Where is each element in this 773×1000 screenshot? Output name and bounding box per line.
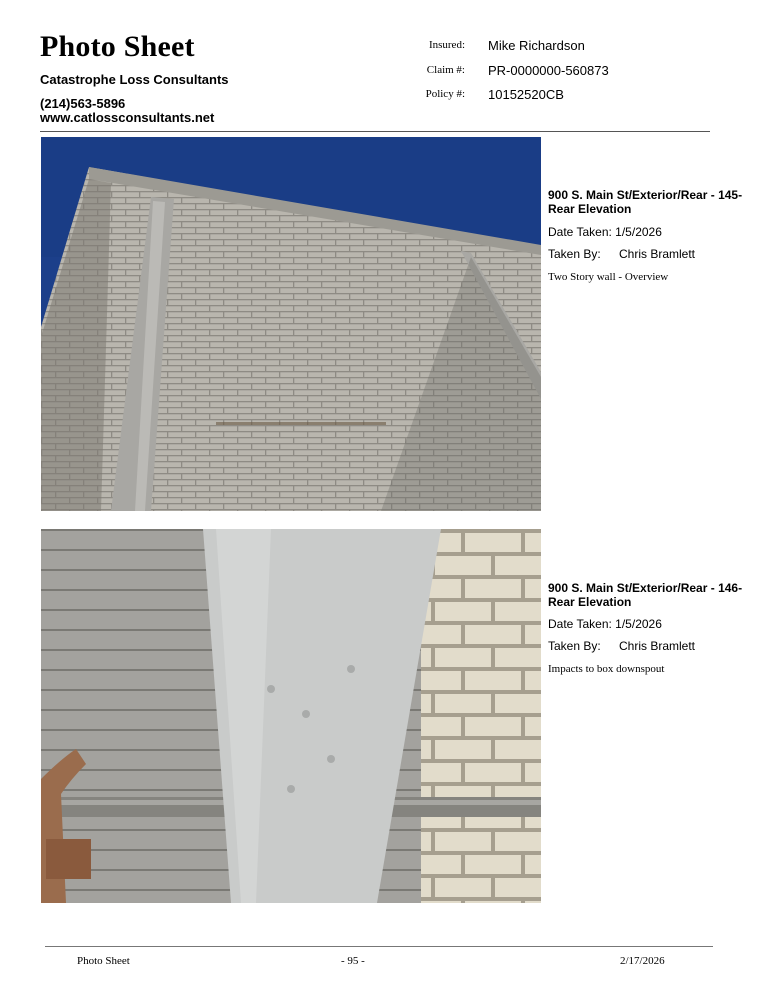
policy-label: Policy #: [425, 88, 465, 100]
claim-value: PR-0000000-560873 [488, 63, 609, 78]
photo-2-taken-by-value: Chris Bramlett [619, 639, 696, 653]
photo-2-date [548, 617, 662, 631]
policy-value: 10152520CB [488, 87, 564, 102]
photo-1-taken-by-label: Taken By: [548, 247, 601, 261]
photo-1-date [548, 225, 662, 239]
photo-2-description: Impacts to box downspout [548, 663, 665, 675]
photo-2-title: 900 S. Main St/Exterior/Rear - 146-Rear Elevation [548, 581, 743, 609]
photo-wall-overview [41, 137, 541, 511]
insured-label: Insured: [428, 39, 465, 51]
photo-2-taken-by [548, 639, 695, 653]
company-website: www.catlossconsultants.net [40, 110, 215, 125]
photo-1-title: 900 S. Main St/Exterior/Rear - 145-Rear Elevation [548, 188, 743, 216]
header-divider [40, 131, 710, 132]
photo-1-date-value: 1/5/2026 [615, 225, 662, 239]
photo-2-date-value: 1/5/2026 [615, 617, 662, 631]
photo-1-taken-by [548, 247, 695, 261]
claim-label: Claim #: [426, 64, 465, 76]
photo-1-date-label: Date Taken: [548, 225, 612, 239]
photo-2-taken-by-label: Taken By: [548, 639, 601, 653]
insured-value: Mike Richardson [488, 38, 585, 53]
footer-date: 2/17/2026 [620, 955, 665, 967]
company-phone: (214)563-5896 [40, 96, 126, 111]
photo-1-description: Two Story wall - Overview [548, 271, 669, 283]
footer-doc-title: Photo Sheet [77, 955, 130, 967]
photo-2-date-label: Date Taken: [548, 617, 612, 631]
photo-1-taken-by-value: Chris Bramlett [619, 247, 696, 261]
footer-page-number: - 95 - [341, 955, 365, 967]
page-title: Photo Sheet [40, 30, 195, 63]
photo-downspout-impacts [41, 529, 541, 903]
footer-divider [45, 946, 713, 947]
company-name: Catastrophe Loss Consultants [40, 72, 229, 87]
